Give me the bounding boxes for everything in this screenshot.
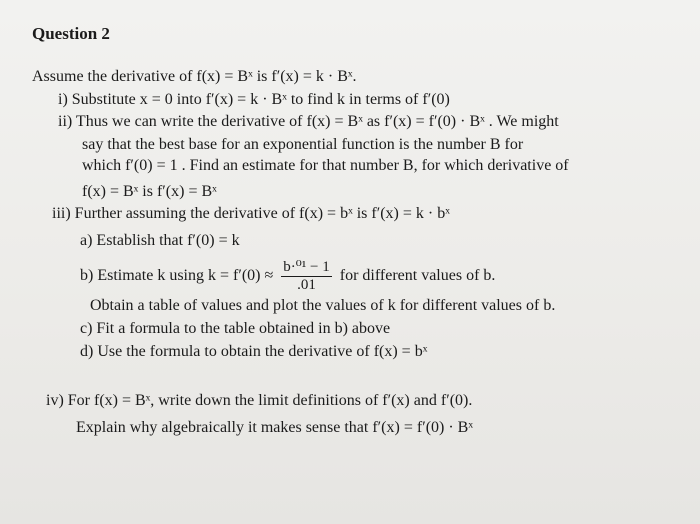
item-ii-line-2: say that the best base for an exponential function is the number B for	[82, 136, 524, 153]
item-ii-line-1: ii) Thus we can write the derivative of f(x) = Bˣ as f′(x) = f′(0) · Bˣ . We might	[58, 113, 559, 130]
item-iii-b-prefix: b) Estimate k using k = f′(0) ≈	[80, 267, 274, 284]
fraction-numerator: b·⁰¹ − 1	[283, 258, 330, 275]
intro-text: Assume the derivative of f(x) = Bˣ is f′(x) = k · Bˣ.	[32, 68, 357, 85]
item-iv-line-1: iv) For f(x) = Bˣ, write down the limit definitions of f′(x) and f′(0).	[46, 392, 473, 409]
item-ii-line-4: f(x) = Bˣ is f′(x) = Bˣ	[82, 183, 217, 200]
item-iii-c: c) Fit a formula to the table obtained in b) above	[80, 320, 391, 337]
item-iii-b-line-2: Obtain a table of values and plot the values of k for different values of b.	[90, 297, 556, 314]
item-iii: iii) Further assuming the derivative of f(x) = bˣ is f′(x) = k · bˣ	[52, 205, 450, 222]
item-i: i) Substitute x = 0 into f′(x) = k · Bˣ to find k in terms of f′(0)	[58, 91, 450, 108]
estimate-fraction	[281, 259, 331, 294]
item-iv-line-2: Explain why algebraically it makes sense that f′(x) = f′(0) · Bˣ	[76, 419, 473, 436]
item-iii-b	[80, 256, 495, 296]
item-ii-line-3: which f′(0) = 1 . Find an estimate for that number B, for which derivative of	[82, 157, 569, 174]
fraction-denominator: .01	[297, 276, 316, 293]
item-iii-d: d) Use the formula to obtain the derivative of f(x) = bˣ	[80, 343, 428, 360]
item-iii-a: a) Establish that f′(0) = k	[80, 232, 240, 249]
item-iii-b-suffix: for different values of b.	[339, 267, 496, 284]
question-title: Question 2	[32, 24, 110, 43]
